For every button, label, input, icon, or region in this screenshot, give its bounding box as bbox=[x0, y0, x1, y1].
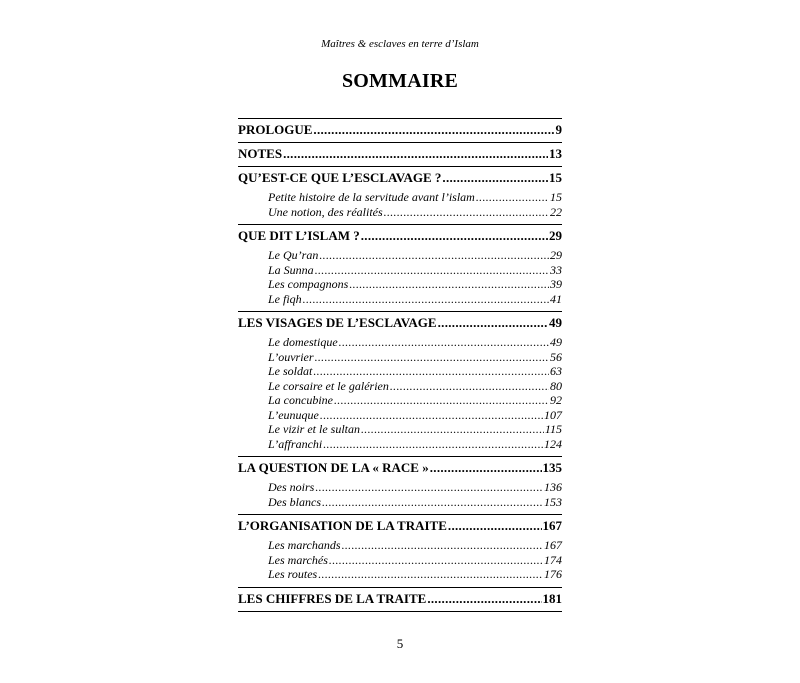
subentry-page-number: 167 bbox=[544, 538, 562, 552]
subentry-page-number: 56 bbox=[550, 349, 562, 364]
toc-subentries bbox=[238, 480, 562, 514]
subentry-title: Le fiqh bbox=[268, 291, 302, 306]
subentry-page-number: 80 bbox=[550, 378, 562, 393]
subentry-title: Les routes bbox=[268, 567, 318, 581]
toc-subentries bbox=[238, 190, 562, 224]
dot-leader bbox=[448, 519, 542, 533]
chapter-title: L’ORGANISATION DE LA TRAITE bbox=[238, 518, 447, 533]
subentry-title: La concubine bbox=[268, 393, 333, 407]
toc-subentry bbox=[268, 205, 562, 220]
subentry-page-number: 176 bbox=[544, 567, 562, 581]
subentry-page-number: 15 bbox=[550, 190, 562, 204]
toc-section bbox=[238, 515, 562, 588]
chapter-page-number: 29 bbox=[549, 228, 562, 243]
subentry-page-number: 22 bbox=[550, 204, 562, 219]
subentry-title: Le corsaire et le galérien bbox=[268, 378, 389, 393]
toc-subentry bbox=[268, 495, 562, 510]
dot-leader bbox=[329, 553, 543, 568]
subentry-page-number: 115 bbox=[544, 422, 562, 436]
toc-section bbox=[238, 143, 562, 167]
chapter-title: PROLOGUE bbox=[238, 122, 313, 137]
chapter-page-number: 49 bbox=[549, 315, 562, 330]
toc-subentry bbox=[268, 379, 562, 394]
toc-subentry bbox=[268, 248, 562, 263]
subentry-title: Le soldat bbox=[268, 364, 313, 378]
dot-leader bbox=[322, 495, 543, 510]
toc-subentry bbox=[268, 538, 562, 553]
subentry-page-number: 107 bbox=[544, 407, 562, 422]
chapter-page-number: 135 bbox=[542, 460, 562, 475]
chapter-title: QU’EST-CE QUE L’ESCLAVAGE ? bbox=[238, 170, 442, 185]
toc-subentry bbox=[268, 277, 562, 292]
chapter-title: LA QUESTION DE LA « RACE » bbox=[238, 460, 429, 475]
page-title: SOMMAIRE bbox=[341, 70, 459, 92]
toc-section bbox=[238, 588, 562, 612]
toc-subentry bbox=[268, 350, 562, 365]
subentry-page-number: 174 bbox=[544, 552, 562, 567]
subentry-title: La Sunna bbox=[268, 262, 314, 277]
toc-subentry bbox=[268, 190, 562, 205]
subentry-page-number: 153 bbox=[544, 494, 562, 509]
running-head: Maîtres & esclaves en terre d’Islam bbox=[321, 38, 479, 50]
chapter-page-number: 9 bbox=[555, 122, 562, 137]
dot-leader bbox=[339, 335, 549, 350]
dot-leader bbox=[427, 592, 541, 606]
chapter-title: LES CHIFFRES DE LA TRAITE bbox=[238, 590, 427, 606]
toc-section bbox=[238, 312, 562, 457]
toc-section bbox=[238, 225, 562, 312]
subentry-page-number: 41 bbox=[550, 291, 562, 306]
subentry-title: L’affranchi bbox=[268, 436, 323, 451]
subentry-title: Les marchands bbox=[268, 538, 341, 552]
subentry-page-number: 136 bbox=[544, 480, 562, 494]
toc-section bbox=[238, 457, 562, 515]
toc-subentry bbox=[268, 364, 562, 379]
table-of-contents bbox=[238, 118, 562, 612]
dot-leader bbox=[342, 538, 543, 553]
dot-leader bbox=[315, 480, 543, 495]
dot-leader bbox=[313, 123, 554, 137]
dot-leader bbox=[315, 263, 549, 278]
subentry-title: Les marchés bbox=[268, 552, 328, 567]
toc-subentry bbox=[268, 567, 562, 582]
toc-subentry bbox=[268, 422, 562, 437]
subentry-title: Le Qu’ran bbox=[268, 248, 319, 262]
subentry-page-number: 39 bbox=[550, 277, 562, 291]
toc-subentry bbox=[268, 408, 562, 423]
dot-leader bbox=[334, 393, 549, 408]
dot-leader bbox=[438, 316, 548, 330]
toc-chapter-entry bbox=[238, 312, 562, 335]
dot-leader bbox=[349, 277, 549, 292]
chapter-page-number: 15 bbox=[549, 170, 562, 185]
subentry-title: Les compagnons bbox=[268, 277, 349, 291]
toc-section bbox=[238, 118, 562, 143]
dot-leader bbox=[320, 408, 543, 423]
subentry-page-number: 29 bbox=[550, 248, 562, 262]
subentry-title: Petite histoire de la servitude avant l’islam bbox=[268, 190, 475, 204]
subentry-title: Une notion, des réalités bbox=[268, 204, 383, 219]
chapter-title: LES VISAGES DE L’ESCLAVAGE bbox=[238, 315, 437, 330]
toc-chapter-entry bbox=[238, 588, 562, 611]
dot-leader bbox=[313, 364, 549, 379]
toc-subentry bbox=[268, 480, 562, 495]
toc-chapter-entry bbox=[238, 167, 562, 190]
dot-leader bbox=[283, 147, 548, 161]
subentry-title: Le vizir et le sultan bbox=[268, 422, 360, 436]
dot-leader bbox=[430, 461, 542, 475]
toc-subentry bbox=[268, 393, 562, 408]
chapter-page-number: 181 bbox=[542, 590, 562, 606]
chapter-title: QUE DIT L’ISLAM ? bbox=[238, 228, 360, 243]
toc-subentry bbox=[268, 292, 562, 307]
subentry-page-number: 92 bbox=[550, 393, 562, 407]
toc-subentry bbox=[268, 263, 562, 278]
subentry-page-number: 33 bbox=[550, 262, 562, 277]
dot-leader bbox=[315, 350, 549, 365]
toc-section bbox=[238, 167, 562, 225]
subentry-title: Des blancs bbox=[268, 494, 321, 509]
dot-leader bbox=[303, 292, 549, 307]
toc-chapter-entry bbox=[238, 225, 562, 248]
chapter-page-number: 167 bbox=[542, 518, 562, 533]
toc-chapter-entry bbox=[238, 119, 562, 142]
subentry-title: L’ouvrier bbox=[268, 349, 314, 364]
toc-subentries bbox=[238, 335, 562, 456]
subentry-page-number: 124 bbox=[544, 436, 562, 451]
subentry-title: Le domestique bbox=[268, 335, 338, 349]
chapter-title: NOTES bbox=[238, 146, 283, 161]
dot-leader bbox=[442, 171, 548, 185]
subentry-page-number: 49 bbox=[550, 335, 562, 349]
page-number: 5 bbox=[396, 636, 404, 651]
toc-subentries bbox=[238, 248, 562, 311]
toc-subentry bbox=[268, 437, 562, 452]
dot-leader bbox=[476, 190, 549, 205]
toc-chapter-entry bbox=[238, 143, 562, 166]
chapter-page-number: 13 bbox=[549, 146, 562, 161]
dot-leader bbox=[318, 567, 543, 582]
dot-leader bbox=[361, 422, 544, 437]
toc-chapter-entry bbox=[238, 515, 562, 538]
dot-leader bbox=[361, 229, 548, 243]
subentry-title: Des noirs bbox=[268, 480, 315, 494]
dot-leader bbox=[319, 248, 549, 263]
subentry-title: L’eunuque bbox=[268, 407, 319, 422]
dot-leader bbox=[323, 437, 543, 452]
toc-subentry bbox=[268, 553, 562, 568]
toc-subentry bbox=[268, 335, 562, 350]
toc-subentries bbox=[238, 538, 562, 587]
subentry-page-number: 63 bbox=[550, 364, 562, 378]
toc-chapter-entry bbox=[238, 457, 562, 480]
dot-leader bbox=[390, 379, 549, 394]
dot-leader bbox=[384, 205, 549, 220]
